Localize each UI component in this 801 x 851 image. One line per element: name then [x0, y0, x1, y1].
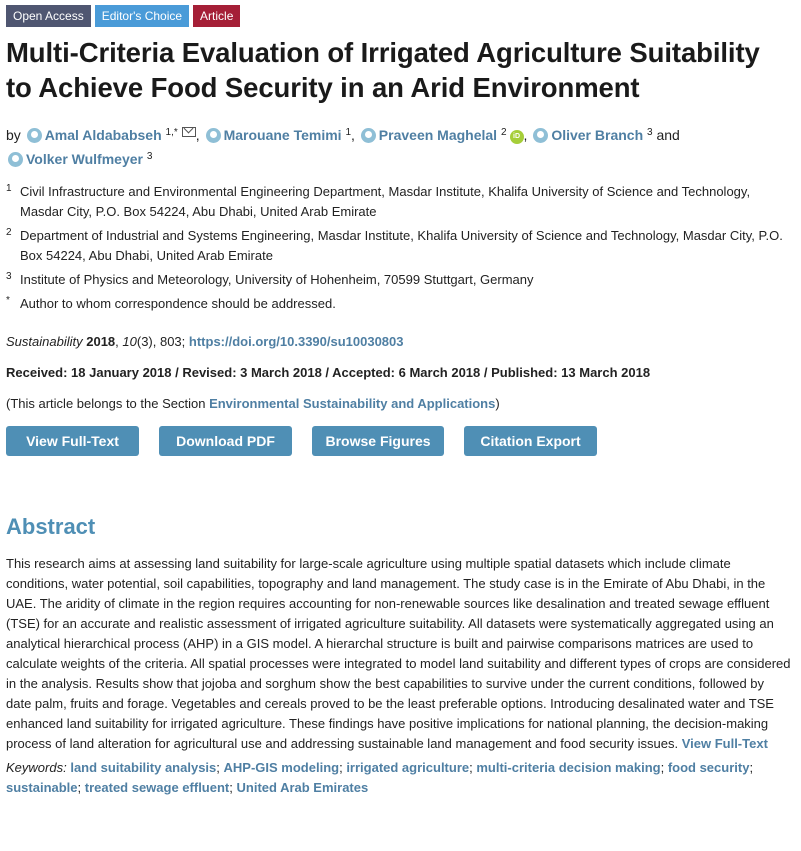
- affiliation-item: [6, 294, 792, 314]
- affiliation-mark: 3: [6, 271, 12, 282]
- author-sup-3: 2: [500, 127, 507, 138]
- section-link[interactable]: Environmental Sustainability and Applications: [209, 396, 496, 411]
- keyword-link[interactable]: irrigated agriculture: [346, 760, 470, 775]
- keyword-link[interactable]: United Arab Emirates: [236, 780, 369, 795]
- author-sup-2: 1: [345, 127, 352, 138]
- section-suffix: ): [495, 396, 500, 411]
- keyword-link[interactable]: food security: [667, 760, 750, 775]
- author-link-5[interactable]: Volker Wulfmeyer: [26, 151, 143, 167]
- keyword-link[interactable]: sustainable: [6, 780, 78, 795]
- author-sup-1: 1,*: [165, 127, 178, 138]
- publication-dates: Received: 18 January 2018 / Revised: 3 March 2018 / Accepted: 6 March 2018 / Published: 13 March 2018: [6, 365, 651, 380]
- article-page: [6, 5, 792, 798]
- affiliation-mark: 2: [6, 227, 12, 238]
- article-title: Multi-Criteria Evaluation of Irrigated Agriculture Suitability to Achieve Food Security in an Arid Environment: [6, 37, 760, 103]
- affiliation-item: [6, 270, 792, 290]
- keyword-link[interactable]: land suitability analysis: [70, 760, 217, 775]
- view-full-text-button[interactable]: View Full-Text: [6, 426, 139, 456]
- citation-volume: 10: [122, 334, 137, 349]
- email-icon[interactable]: [182, 127, 196, 137]
- browse-figures-button[interactable]: Browse Figures: [312, 426, 444, 456]
- author-sup-5: 3: [146, 151, 153, 162]
- abstract-heading: Abstract: [6, 514, 96, 539]
- affiliation-text: Author to whom correspondence should be addressed.: [20, 296, 336, 311]
- editors-choice-badge[interactable]: Editor's Choice: [95, 5, 189, 27]
- article-type-badge: Article: [193, 5, 240, 27]
- author-avatar-icon: [533, 128, 548, 143]
- author-link-1[interactable]: Amal Aldababseh: [44, 127, 162, 143]
- and-label: and: [656, 127, 680, 143]
- open-access-badge[interactable]: Open Access: [6, 5, 91, 27]
- abstract-text: This research aims at assessing land suitability for large-scale agriculture using multiple spatial datasets which include climate conditions, water potential, soil capabilities, topography and land management. The study case is in the Emirate of Abu Dhabi, in the UAE. The aridity of climate in the region requires accounting for non-renewable sources like desalination and treated sewage effluent (TSE) for an accurate and realistic assessment of irrigated agriculture suitability. All datasets were systematically aggregated using an analytical hierarchical process (AHP) in a GIS model. A hierarchal structure is built and pairwise comparisons matrices are used to calculate weights of the criteria. All spatial processes were integrated to model land suitability and different types of crops are considered in the analysis. Results show that jojoba and sorghum show the best capabilities to survive under the current conditions, followed by date palm, fruits and forage. Vegetables and cereals proved to be the least preferable options. Introducing desalinated water and TSE enhanced land suitability for irrigated agriculture. These findings have positive implications for national planning, the decision-making process of land alteration for agricultural use and addressing sustainable land management and food security issues.: [6, 556, 791, 751]
- affiliation-text: Institute of Physics and Meteorology, University of Hohenheim, 70599 Stuttgart, Germany: [20, 272, 534, 287]
- author-avatar-icon: [27, 128, 42, 143]
- author-avatar-icon: [206, 128, 221, 143]
- author-avatar-icon: [361, 128, 376, 143]
- affiliation-list: [6, 182, 792, 314]
- affiliation-mark: 1: [6, 183, 12, 194]
- citation-export-button[interactable]: Citation Export: [464, 426, 597, 456]
- keyword-link[interactable]: AHP-GIS modeling: [223, 760, 340, 775]
- action-buttons: [6, 426, 792, 456]
- by-label: by: [6, 127, 21, 143]
- abstract-full-text-link[interactable]: View Full-Text: [681, 736, 768, 751]
- affiliation-mark: *: [6, 295, 10, 306]
- author-avatar-icon: [8, 152, 23, 167]
- citation-year: 2018: [86, 334, 116, 349]
- doi-link[interactable]: https://doi.org/10.3390/su10030803: [188, 334, 404, 349]
- author-link-4[interactable]: Oliver Branch: [551, 127, 644, 143]
- journal-name: Sustainability: [6, 334, 83, 349]
- keyword-link[interactable]: treated sewage effluent: [84, 780, 230, 795]
- badge-row: [6, 5, 792, 27]
- citation-issue-pages: (3), 803;: [136, 334, 186, 349]
- section-prefix: (This article belongs to the Section: [6, 396, 206, 411]
- orcid-icon[interactable]: iD: [510, 130, 524, 144]
- affiliation-item: [6, 226, 792, 266]
- affiliation-text: Civil Infrastructure and Environmental Engineering Department, Masdar Institute, Khalifa University of Science and Technology, Masdar City, P.O. Box 54224, Abu Dhabi, United Arab Emirate: [20, 184, 751, 219]
- download-pdf-button[interactable]: Download PDF: [159, 426, 292, 456]
- abstract-body: [6, 554, 792, 754]
- affiliation-text: Department of Industrial and Systems Engineering, Masdar Institute, Khalifa University of Science and Technology, Masdar City, P.O. Box 54224, Abu Dhabi, United Arab Emirate: [20, 228, 783, 263]
- author-sup-4: 3: [647, 127, 653, 138]
- keywords: Keywords: land suitability analysis; AHP-GIS modeling; irrigated agriculture; multi-criteria decision making; food security; sustainable; treated sewage effluent; United Arab Emirates: [6, 760, 754, 795]
- keyword-link[interactable]: multi-criteria decision making: [476, 760, 661, 775]
- author-link-3[interactable]: Praveen Maghelal: [378, 127, 498, 143]
- author-list: by Amal Aldababseh $^{1,*}$ , Marouane Temimi $^1$, Praveen Maghelal $^2$ iD , Oliver Branch $^3$ and Volker Wulfmeyer $^3$: [6, 127, 680, 167]
- citation-line: Sustainability 2018, 10(3), 803; https://doi.org/10.3390/su10030803: [6, 334, 404, 349]
- author-link-2[interactable]: Marouane Temimi: [223, 127, 342, 143]
- affiliation-item: [6, 182, 792, 222]
- keywords-label: Keywords:: [6, 760, 67, 775]
- section-line: [6, 394, 792, 414]
